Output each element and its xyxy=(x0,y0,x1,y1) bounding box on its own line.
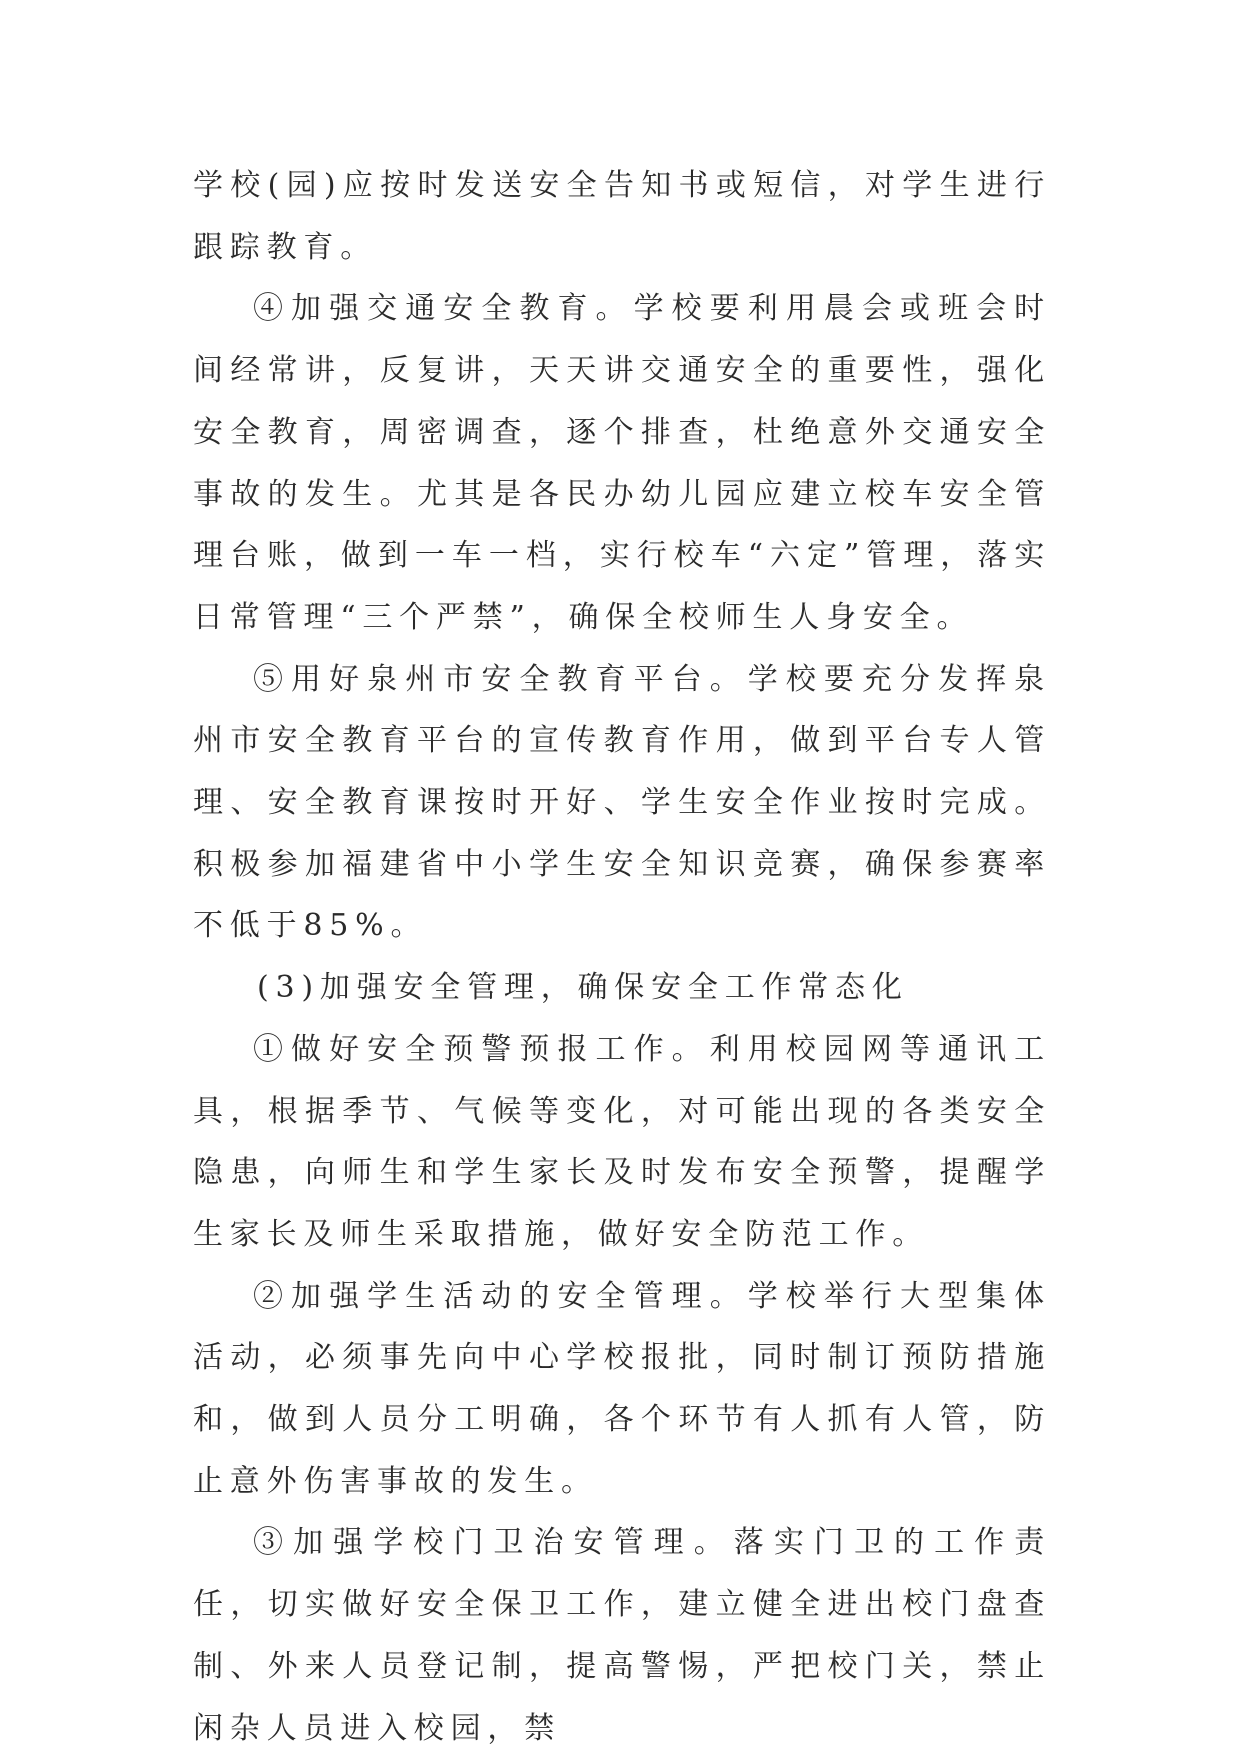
paragraph-gate-security: ③加强学校门卫治安管理。落实门卫的工作责任，切实做好安全保卫工作，建立健全进出校门盘查制、外来人员登记制，提高警惕，严把校门关，禁止闲杂人员进入校园，禁 xyxy=(193,1525,1051,1746)
section-heading: (3)加强安全管理，确保安全工作常态化 xyxy=(257,970,909,1006)
paragraph-safety-warning: ①做好安全预警预报工作。利用校园网等通讯工具，根据季节、气候等变化，对可能出现的各类安全隐患，向师生和学生家长及时发布安全预警，提醒学生家长及师生采取措施，做好安全防范工作。 xyxy=(193,1031,1051,1252)
paragraph-traffic-safety: ④加强交通安全教育。学校要利用晨会或班会时间经常讲，反复讲，天天讲交通安全的重要性，强化安全教育，周密调查，逐个排查，杜绝意外交通安全事故的发生。尤其是各民办幼儿园应建立校车安全管理台账，做到一车一档，实行校车“六定”管理，落实日常管理“三个严禁”，确保全校师生人身安全。 xyxy=(193,291,1051,635)
paragraph-education-platform: ⑤用好泉州市安全教育平台。学校要充分发挥泉州市安全教育平台的宣传教育作用，做到平台专人管理、安全教育课按时开好、学生安全作业按时完成。积极参加福建省中小学生安全知识竞赛，确保参赛率不低于85%。 xyxy=(193,661,1051,944)
paragraph-student-activities: ②加强学生活动的安全管理。学校举行大型集体活动，必须事先向中心学校报批，同时制订预防措施和，做到人员分工明确，各个环节有人抓有人管，防止意外伤害事故的发生。 xyxy=(193,1278,1051,1499)
document-body xyxy=(193,155,1051,1759)
paragraph-continuation: 学校(园)应按时发送安全告知书或短信，对学生进行跟踪教育。 xyxy=(193,168,1051,265)
